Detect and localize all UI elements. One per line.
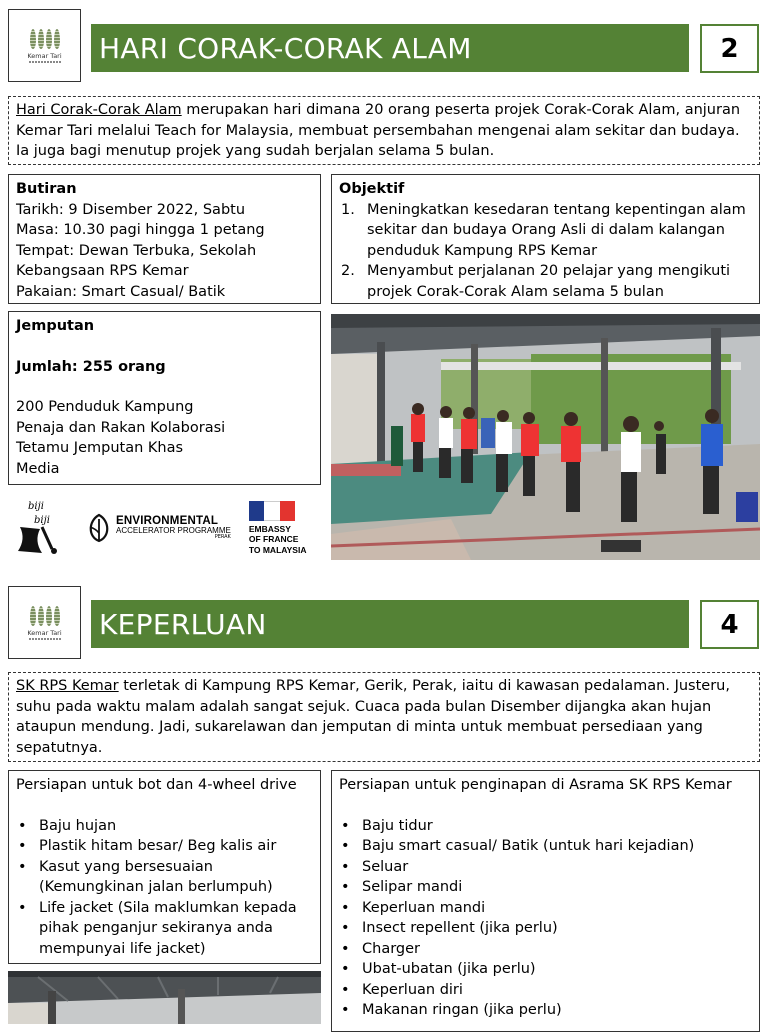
list-item: • Baju hujan (16, 816, 313, 837)
details-date: Tarikh: 9 Disember 2022, Sabtu (16, 201, 246, 218)
intro-highlight: Hari Corak-Corak Alam (16, 102, 182, 118)
intro-paragraph: SK RPS Kemar terletak di Kampung RPS Kemar, Gerik, Perak, iaitu di kawasan pedalaman. Justeru, suhu pada waktu malam adalah sangat sejuk. Cuaca pada bulan Disember dijangka akan hujan ataupun mendung. Jadi, sukarelawan dan jemputan di minta untuk membuat persediaan yang sepatutnya. (8, 672, 760, 762)
hall-photo (8, 971, 321, 1024)
intro-highlight: SK RPS Kemar (16, 678, 119, 694)
eap-logo: ENVIRONMENTAL ACCELERATOR PROGRAMME PERAK (84, 511, 231, 545)
list-item: • Charger (339, 939, 752, 960)
details-heading: Butiran (16, 181, 77, 197)
list-item: • Makanan ringan (jika perlu) (339, 1000, 752, 1021)
partner-logos (12, 497, 312, 559)
section-title-banner (91, 600, 689, 648)
list-item: • Keperluan mandi (339, 898, 752, 919)
leaf-icon (84, 511, 114, 545)
section-title: KEPERLUAN (99, 607, 267, 641)
list-item: • Life jacket (Sila maklumkan kepada pihak penganjur sekiranya anda mempunyai life jacket) (16, 898, 313, 960)
france-flag-icon (249, 501, 295, 521)
kemar-tari-logo (8, 586, 81, 659)
lodging-preparation-box (331, 770, 760, 1032)
objective-item: 2. Menyambut perjalanan 20 pelajar yang mengikuti projek Corak-Corak Alam selama 5 bulan (341, 263, 731, 300)
objectives-box (331, 174, 760, 304)
event-photo (331, 314, 760, 560)
page-number: 2 (700, 24, 759, 73)
invitation-total: Jumlah: 255 orang (16, 358, 166, 375)
list-item: • Baju tidur (339, 816, 752, 837)
objectives-heading: Objektif (339, 181, 405, 197)
section-title-banner (91, 24, 689, 72)
list-item: • Baju smart casual/ Batik (untuk hari kejadian) (339, 836, 752, 857)
list-item: • Keperluan diri (339, 980, 752, 1001)
objective-item: 1. Meningkatkan kesedaran tentang kepentingan alam sekitar dan budaya Orang Asli di dalam kalangan penduduk Kampung RPS Kemar (341, 201, 746, 259)
invitation-item: Media (16, 460, 60, 477)
list-item: • Ubat-ubatan (jika perlu) (339, 959, 752, 980)
bijibiji-logo (12, 497, 66, 559)
details-venue: Tempat: Dewan Terbuka, Sekolah Kebangsaan RPS Kemar (16, 242, 257, 279)
boat-heading: Persiapan untuk bot dan 4-wheel drive (16, 777, 297, 793)
logo-label: Kemar Tari (27, 628, 62, 637)
section-title: HARI CORAK-CORAK ALAM (99, 31, 472, 65)
svg-text:biji: biji (28, 501, 44, 512)
invitation-heading: Jemputan (16, 318, 95, 334)
boat-preparation-box (8, 770, 321, 964)
list-item: • Selipar mandi (339, 877, 752, 898)
details-dress: Pakaian: Smart Casual/ Batik (16, 283, 226, 300)
embassy-logo: EMBASSY OF FRANCE TO MALAYSIA (249, 501, 307, 555)
list-item: • Plastik hitam besar/ Beg kalis air (16, 836, 313, 857)
invitation-item: 200 Penduduk Kampung (16, 399, 194, 415)
leaf-icon (30, 29, 60, 49)
lodging-heading: Persiapan untuk penginapan di Asrama SK RPS Kemar (339, 777, 732, 793)
invitation-item: Tetamu Jemputan Khas (16, 440, 184, 456)
logo-label: Kemar Tari (27, 51, 62, 60)
page-number: 4 (700, 600, 759, 649)
leaf-icon (30, 606, 60, 626)
invitation-box (8, 311, 321, 485)
list-item: • Insect repellent (jika perlu) (339, 918, 752, 939)
svg-text:biji: biji (34, 515, 50, 526)
kemar-tari-logo (8, 9, 81, 82)
list-item: • Seluar (339, 857, 752, 878)
invitation-item: Penaja dan Rakan Kolaborasi (16, 419, 226, 436)
details-time: Masa: 10.30 pagi hingga 1 petang (16, 222, 265, 238)
intro-paragraph: Hari Corak-Corak Alam merupakan hari dimana 20 orang peserta projek Corak-Corak Alam, anjuran Kemar Tari melalui Teach for Malaysia, membuat persembahan mengenai alam sekitar dan budaya. Ia juga bagi menutup projek yang sudah berjalan selama 5 bulan. (8, 96, 760, 165)
details-box (8, 174, 321, 304)
list-item: • Kasut yang bersesuaian (Kemungkinan jalan berlumpuh) (16, 857, 313, 898)
